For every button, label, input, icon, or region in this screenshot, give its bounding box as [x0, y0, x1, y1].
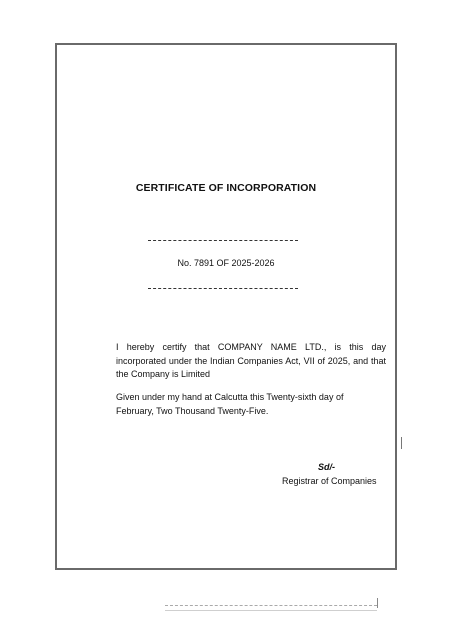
- signatory-title: Registrar of Companies: [282, 476, 377, 486]
- scan-artifact-tick: [377, 598, 378, 608]
- dashed-divider-bottom: [148, 288, 298, 289]
- certificate-number: No. 7891 OF 2025-2026: [177, 258, 275, 268]
- given-under-line-1: Given under my hand at Calcutta this Twenty-sixth day of: [116, 392, 344, 402]
- scan-artifact-strip: [165, 605, 377, 611]
- given-under-line-2: February, Two Thousand Twenty-Five.: [116, 405, 269, 416]
- given-under-paragraph: [116, 391, 386, 418]
- certification-text: I hereby certify that COMPANY NAME LTD., is this day incorporated under the Indian Companies Act, VII of 2025, and that the Company is Limited: [116, 342, 386, 379]
- signature-mark: Sd/-: [318, 462, 335, 472]
- scan-edge-mark: [401, 437, 402, 449]
- dashed-divider-top: [148, 240, 298, 241]
- certification-paragraph: [116, 341, 386, 382]
- certificate-title: CERTIFICATE OF INCORPORATION: [135, 182, 317, 194]
- certificate-page-border: [55, 43, 397, 570]
